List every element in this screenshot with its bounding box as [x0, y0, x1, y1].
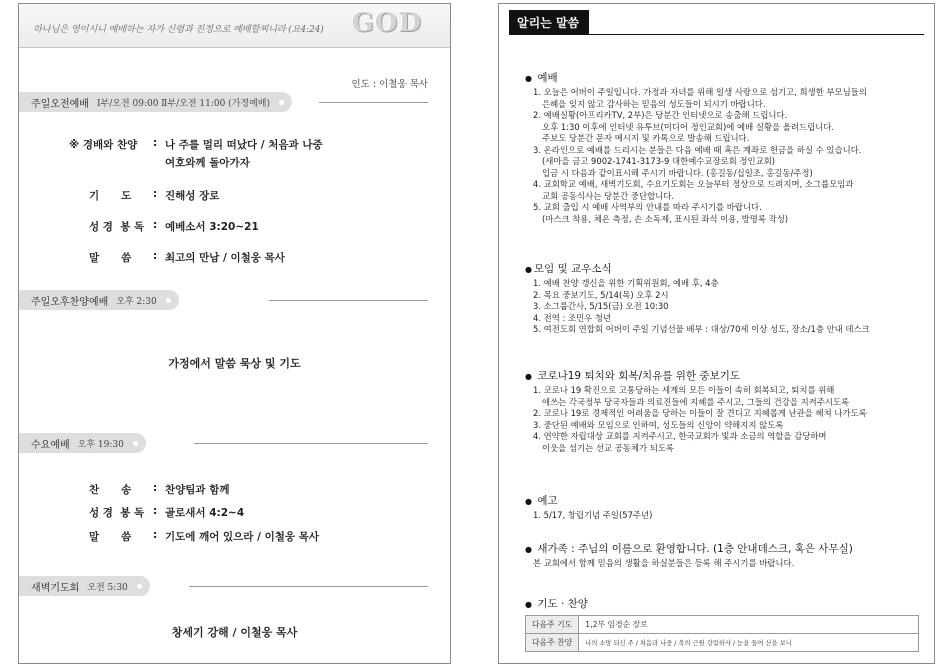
order-colon: :	[153, 505, 158, 517]
order-value: 찬양팀과 함께	[165, 484, 230, 496]
notice-item: 본 교회에서 함께 믿음의 생활을 하실분들은 등록 해 주시기를 바랍니다.	[533, 558, 795, 568]
table-value: 1,2부 임경순 장로	[579, 616, 919, 634]
notice-section-title-text: 예고	[537, 495, 558, 507]
notice-section-title-text: 기도 · 찬양	[537, 598, 588, 610]
notice-item: 3. 온라인으로 예배를 드리시는 분들은 다음 예배 때 혹은 계좌로 헌금을 하실 수 있습니다.	[533, 144, 862, 155]
table-value: 나의 소망 되신 주 / 처음과 나중 / 복의 근원 강림하사 / 눈을 들어 산을 보니	[579, 634, 919, 652]
order-row-sermon	[69, 529, 319, 544]
notice-item: 4. 연약한 자립대상 교회를 지켜주시고, 한국교회가 빛과 소금의 역할을 감당하며	[533, 431, 827, 441]
order-row-hymn	[69, 482, 230, 497]
section-pill	[19, 433, 146, 453]
section-title: 수요예배	[31, 439, 70, 451]
prayer-praise-table	[525, 615, 919, 652]
section-divider	[269, 300, 428, 301]
notice-section-title	[525, 596, 924, 611]
announcements-page	[498, 3, 935, 664]
notice-item: 오후 1:30 이후에 인터넷 유투브(미디어 정인교회)에 예배 실황을 올려드립니다.	[542, 121, 835, 132]
notice-item: 주보도 당분간 문자 메시지 및 카톡으로 발송해 드립니다.	[542, 133, 750, 143]
notice-items	[525, 385, 924, 454]
section-title: 새벽기도회	[31, 582, 80, 594]
notice-section-title	[525, 541, 924, 556]
order-label: 찬 송	[89, 484, 132, 496]
notice-section-title-text: 예배	[537, 72, 558, 84]
notice-section-meetings	[525, 261, 924, 336]
order-value: 나 주를 멀리 떠났다 / 처음과 나중	[165, 139, 323, 151]
notice-section-title	[525, 70, 924, 85]
order-label: 성 경 봉 독	[89, 221, 145, 233]
notice-item: 1. 코로나 19 확진으로 고통당하는 세계의 모든 이들이 속히 회복되고, 퇴치를 위해	[533, 385, 835, 395]
notice-item: 1. 예배 찬양 갱신을 위한 기획위원회, 예배 후, 4층	[533, 278, 719, 288]
section-wednesday-service	[19, 432, 428, 454]
notice-item: 이웃을 섬기는 선교 공동체가 되도록	[542, 442, 675, 453]
bullet-icon: ●	[525, 545, 532, 554]
notice-item: 애쓰는 각국정부 당국자들과 의료진들에 지혜를 주시고, 그들의 건강을 지켜주시도록	[542, 396, 850, 407]
notice-item: 2. 목요 중보기도, 5/14(목) 오후 2시	[533, 289, 669, 300]
notice-item: 5. 여전도회 연합회 어버이 주일 기념선물 배부 : 대상/70세 이상 성도, 장소/1층 안내 데스크	[533, 324, 870, 334]
section-time: 오후 19:30	[77, 439, 124, 450]
order-colon: :	[153, 188, 158, 200]
pill-dot	[279, 100, 284, 105]
notice-item: 1. 오늘은 어버이 주일입니다. 가정과 자녀를 위해 일생 사랑으로 섬기고, 희생한 부모님들의	[533, 87, 867, 97]
order-row-scripture	[69, 219, 259, 234]
order-label: 말 씀	[89, 531, 132, 543]
notice-section-title-text: 모임 및 교우소식	[533, 263, 612, 275]
order-value: 골로새서 4:2~4	[165, 507, 245, 519]
section-title: 주일오전예배	[31, 98, 89, 110]
order-value: 기도에 깨어 있으라 / 이철웅 목사	[165, 531, 319, 543]
preacher-label: 인도 : 이철웅 목사	[351, 79, 428, 90]
notice-section-title-text: 코로나19 퇴치와 회복/치유를 위한 중보기도	[537, 370, 741, 382]
order-label: 말 씀	[89, 252, 132, 264]
section-time: 오후 2:30	[116, 296, 157, 307]
notice-item: 4. 전역 : 조민우 청년	[533, 312, 612, 323]
order-row-prayer	[69, 188, 219, 203]
order-label: ※ 경배와 찬양	[69, 139, 138, 151]
bullet-icon: ●	[525, 600, 532, 609]
notice-section-title	[525, 493, 924, 508]
notice-section-preview	[525, 493, 924, 522]
section-divider	[189, 586, 428, 587]
section-afternoon-service	[19, 289, 428, 311]
order-label: 기 도	[89, 190, 132, 202]
notice-item: 2. 예배실황(아프리카TV, 2부)은 당분간 인터넷으로 송출해 드립니다.	[533, 110, 788, 120]
pill-dot	[133, 441, 138, 446]
section-pill	[19, 290, 179, 310]
notice-item: (새마을 금고 9002-1741-3173-9 대한예수교장로회 정인교회)	[542, 156, 776, 166]
section-pill	[19, 92, 292, 112]
notice-item: 4. 교회학교 예배, 새벽기도회, 수요기도회는 오늘부터 정상으로 드려지며, 소그룹모임과	[533, 179, 854, 189]
table-key: 다음주 찬양	[526, 634, 579, 652]
section-pill	[19, 576, 150, 596]
bullet-icon: ●	[525, 74, 532, 83]
announcements-header: 알리는 말씀	[509, 10, 589, 34]
bullet-icon: ●	[525, 497, 532, 506]
notice-section-prayer-praise	[525, 596, 924, 613]
notice-section-title	[525, 261, 924, 276]
notice-item: 3. 소그룹간사, 5/15(금) 오전 10:30	[533, 301, 669, 311]
notice-section-title-text: 새가족 : 주님의 이름으로 환영합니다. (1층 안내데스크, 혹은 사무실)	[537, 543, 853, 555]
notice-items	[525, 558, 924, 570]
bulletin-header	[19, 4, 450, 48]
bullet-icon: ●	[525, 372, 532, 381]
notice-item: (마스크 착용, 체온 측정, 손 소독제, 표시된 좌석 이용, 방명록 작성)	[542, 213, 789, 224]
notice-section-worship	[525, 70, 924, 225]
order-colon: :	[153, 219, 158, 231]
section-time: Ⅰ부/오전 09:00 Ⅱ부/오전 11:00 (가정예배)	[96, 98, 270, 109]
section-dawn-prayer	[19, 575, 428, 597]
god-logo: GOD	[351, 8, 422, 38]
notice-section-covid-prayer	[525, 368, 924, 454]
order-row-praise	[69, 137, 323, 170]
notice-item: 3. 중단된 예배와 모임으로 인하여, 성도들의 신앙이 약해지지 않도록	[533, 419, 784, 430]
notice-item: 1. 5/17, 창립기념 주일(57주년)	[533, 510, 653, 520]
notice-item: 교회 공동식사는 당분간 중단합니다.	[542, 190, 675, 201]
notice-item: 은혜을 잊지 않고 감사하는 믿음의 성도들이 되시기 바랍니다.	[542, 98, 766, 109]
order-colon: :	[153, 137, 158, 149]
order-colon: :	[153, 250, 158, 262]
order-label: 성 경 봉 독	[89, 507, 145, 519]
order-value-continued: 여호와께 돌아가자	[165, 157, 250, 169]
order-row-scripture	[69, 505, 244, 520]
notice-item: 입금 시 다음과 같이표시해 주시기 바랍니다. (홍길동/십일조, 홍길동/주정)	[542, 167, 813, 178]
notice-items	[525, 87, 924, 225]
section-title: 주일오후찬양예배	[31, 296, 109, 308]
notice-section-newcomers	[525, 541, 924, 570]
notice-items	[525, 510, 924, 522]
header-verse: 하나님은 영이시니 예배하는 자가 신령과 진정으로 예배할찌니라 (요4:24)	[33, 24, 324, 35]
section-time: 오전 5:30	[87, 582, 128, 593]
section-morning-service	[19, 91, 428, 113]
notice-section-title	[525, 368, 924, 383]
order-row-sermon	[69, 250, 285, 265]
notice-item: 2. 코로나 19로 경제적인 어려움을 당하는 이들이 잘 견디고 지혜롭게 난관을 헤쳐 나가도록	[533, 408, 867, 418]
table-row	[526, 634, 919, 652]
dawn-note: 창세기 강해 / 이철웅 목사	[171, 626, 298, 639]
bullet-icon: ●	[525, 265, 532, 274]
section-divider	[319, 102, 428, 103]
order-colon: :	[153, 482, 158, 494]
order-colon: :	[153, 529, 158, 541]
table-row	[526, 616, 919, 634]
order-value: 예베소서 3:20~21	[165, 221, 259, 233]
table-key: 다음주 기도	[526, 616, 579, 634]
worship-order-page	[18, 3, 451, 664]
afternoon-note: 가정에서 말씀 묵상 및 기도	[168, 357, 301, 370]
order-value: 최고의 만남 / 이철웅 목사	[165, 252, 285, 264]
order-value: 진해성 장로	[165, 190, 220, 202]
notice-items	[525, 278, 924, 336]
pill-dot	[137, 584, 142, 589]
header-rule	[509, 34, 924, 35]
notice-item: 5. 교회 출입 시 예배 사역부의 안내를 따라 주시기를 바랍니다.	[533, 202, 762, 212]
pill-dot	[166, 298, 171, 303]
section-divider	[194, 443, 428, 444]
